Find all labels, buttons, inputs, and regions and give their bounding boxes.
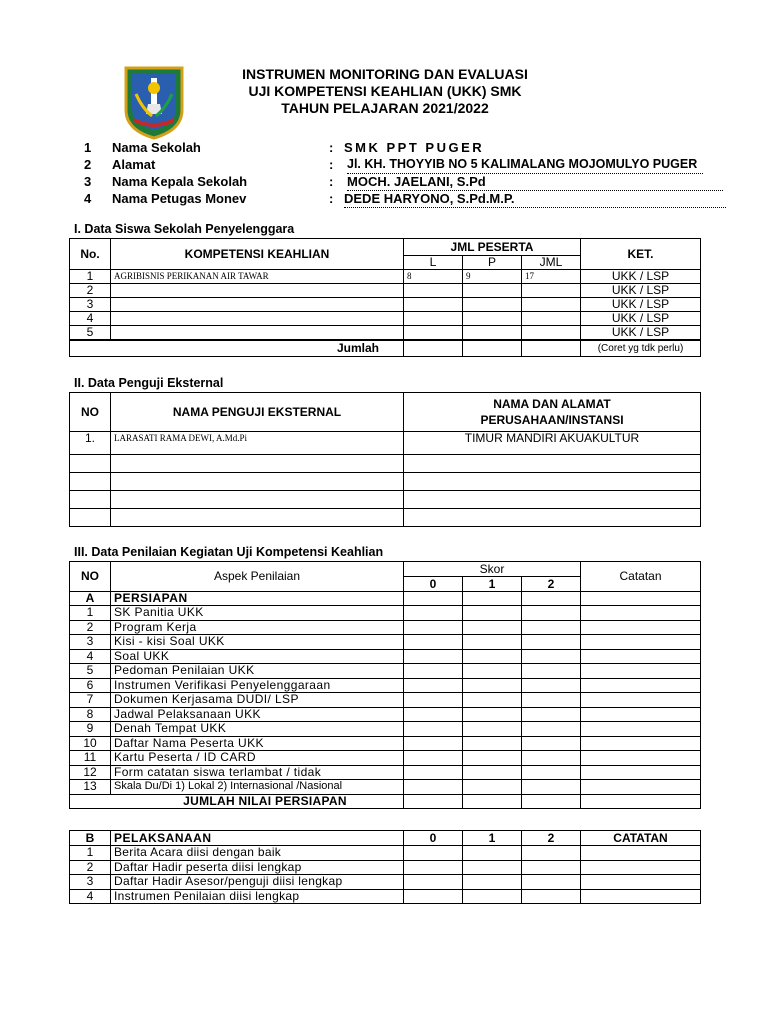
row-alamat	[404, 455, 701, 473]
doc-title-line2: UJI KOMPETENSI KEAHLIAN (UKK) SMK	[248, 83, 522, 99]
row-no	[70, 509, 111, 527]
row-no: 12	[70, 765, 111, 780]
table-row	[70, 649, 701, 664]
identity-label: Nama Sekolah	[112, 140, 201, 155]
group-title: PELAKSANAAN	[111, 831, 404, 846]
jumlah-label: Jumlah	[70, 340, 404, 356]
row-ket: UKK / LSP	[581, 284, 701, 298]
table-row	[70, 780, 701, 795]
row-aspek: Dokumen Kerjasama DUDI/ LSP	[111, 693, 404, 708]
identity-colon: :	[329, 157, 334, 172]
col-header-skor: Skor	[404, 562, 581, 577]
row-aspek: Kisi - kisi Soal UKK	[111, 635, 404, 650]
total-row	[70, 340, 701, 356]
row-jml: 17	[522, 270, 581, 284]
total-row	[70, 794, 701, 808]
row-no	[70, 491, 111, 509]
row-no: 4	[70, 312, 111, 326]
row-no: 5	[70, 664, 111, 679]
row-l	[404, 298, 463, 312]
identity-value-officer: DEDE HARYONO, S.Pd.M.P.	[344, 190, 726, 208]
group-letter: B	[70, 831, 111, 846]
table-row	[70, 284, 701, 298]
assessment-execution-table	[69, 830, 701, 904]
table-row	[70, 635, 701, 650]
external-examiner-table	[69, 392, 701, 527]
col-header-p: P	[463, 256, 522, 270]
col-header-0: 0	[404, 577, 463, 592]
col-header-no: No.	[70, 239, 111, 270]
table-row	[70, 298, 701, 312]
row-kompetensi	[111, 298, 404, 312]
row-nama-penguji	[111, 491, 404, 509]
section2-title: II. Data Penguji Eksternal	[74, 376, 224, 390]
group-letter: A	[70, 592, 111, 606]
coret-note: (Coret yg tdk perlu)	[581, 340, 701, 356]
row-p	[463, 284, 522, 298]
row-jml	[522, 326, 581, 341]
row-no: 6	[70, 678, 111, 693]
row-aspek: Instrumen Verifikasi Penyelenggaraan	[111, 678, 404, 693]
row-ket: UKK / LSP	[581, 312, 701, 326]
row-kompetensi	[111, 312, 404, 326]
row-alamat	[404, 491, 701, 509]
row-no	[70, 473, 111, 491]
identity-value-address: Jl. KH. THOYYIB NO 5 KALIMALANG MOJOMULYO PUGER	[347, 156, 703, 174]
row-p	[463, 298, 522, 312]
table-row	[70, 860, 701, 875]
row-ket: UKK / LSP	[581, 326, 701, 341]
row-no: 5	[70, 326, 111, 341]
row-no: 1	[70, 606, 111, 621]
col-header-2: 2	[522, 577, 581, 592]
table-row	[70, 455, 701, 473]
col-header-0: 0	[404, 831, 463, 846]
row-aspek: Daftar Hadir Asesor/penguji diisi lengkap	[111, 875, 404, 890]
row-no: 1.	[70, 432, 111, 455]
col-header-kompetensi: KOMPETENSI KEAHLIAN	[111, 239, 404, 270]
row-aspek: Daftar Nama Peserta UKK	[111, 736, 404, 751]
identity-num: 2	[84, 157, 92, 172]
table-row	[70, 473, 701, 491]
col-header-1: 1	[463, 831, 522, 846]
row-alamat	[404, 473, 701, 491]
identity-value-principal: MOCH. JAELANI, S.Pd	[347, 173, 723, 191]
col-header-no: NO	[70, 562, 111, 592]
row-no: 2	[70, 860, 111, 875]
row-aspek: Daftar Hadir peserta diisi lengkap	[111, 860, 404, 875]
row-aspek: Form catatan siswa terlambat / tidak	[111, 765, 404, 780]
assessment-preparation-table	[69, 561, 701, 809]
col-header-nama-alamat-line1: NAMA DAN ALAMAT	[493, 397, 611, 411]
row-no: 3	[70, 635, 111, 650]
row-jml	[522, 298, 581, 312]
row-aspek: Instrumen Penilaian diisi lengkap	[111, 889, 404, 904]
table-row	[70, 620, 701, 635]
row-aspek: Jadwal Pelaksanaan UKK	[111, 707, 404, 722]
col-header-nama-alamat-line2: PERUSAHAAN/INSTANSI	[480, 413, 624, 427]
col-header-nama-penguji: NAMA PENGUJI EKSTERNAL	[111, 393, 404, 432]
row-no: 9	[70, 722, 111, 737]
row-alamat: TIMUR MANDIRI AKUAKULTUR	[404, 432, 701, 455]
identity-value-school: SMK PPT PUGER	[344, 140, 485, 155]
row-no: 1	[70, 270, 111, 284]
identity-label: Nama Kepala Sekolah	[112, 174, 248, 189]
province-emblem-logo	[122, 64, 186, 140]
table-row	[70, 875, 701, 890]
col-header-nama-alamat	[404, 393, 701, 432]
col-header-ket: KET.	[581, 239, 701, 270]
table-row	[70, 326, 701, 341]
table-row	[70, 664, 701, 679]
group-title: PERSIAPAN	[111, 592, 404, 606]
identity-num: 4	[84, 191, 92, 206]
col-header-jml: JML	[522, 256, 581, 270]
row-ket: UKK / LSP	[581, 298, 701, 312]
row-jml	[522, 312, 581, 326]
identity-num: 1	[84, 140, 92, 155]
row-aspek: Kartu Peserta / ID CARD	[111, 751, 404, 766]
row-no: 13	[70, 780, 111, 795]
doc-title-line3: TAHUN PELAJARAN 2021/2022	[281, 100, 489, 116]
row-kompetensi: AGRIBISNIS PERIKANAN AIR TAWAR	[111, 270, 404, 284]
row-aspek: Program Kerja	[111, 620, 404, 635]
row-aspek: Skala Du/Di 1) Lokal 2) Internasional /Nasional	[111, 780, 404, 795]
identity-colon: :	[329, 140, 334, 155]
table-row	[70, 846, 701, 861]
table-row	[70, 707, 701, 722]
col-header-l: L	[404, 256, 463, 270]
row-kompetensi	[111, 326, 404, 341]
row-jml	[522, 284, 581, 298]
row-nama-penguji: LARASATI RAMA DEWI, A.Md.Pi	[111, 432, 404, 455]
row-no: 4	[70, 649, 111, 664]
table-row	[70, 693, 701, 708]
table-row	[70, 509, 701, 527]
col-header-jml-peserta: JML PESERTA	[404, 239, 581, 256]
row-nama-penguji	[111, 509, 404, 527]
row-no: 3	[70, 875, 111, 890]
row-l	[404, 312, 463, 326]
section3-title: III. Data Penilaian Kegiatan Uji Kompetensi Keahlian	[74, 545, 384, 559]
table-row	[70, 889, 701, 904]
row-no	[70, 455, 111, 473]
identity-label: Alamat	[112, 157, 156, 172]
row-no: 3	[70, 298, 111, 312]
identity-label: Nama Petugas Monev	[112, 191, 247, 206]
col-header-catatan: CATATAN	[581, 831, 701, 846]
table-row	[70, 765, 701, 780]
table-row	[70, 722, 701, 737]
row-aspek: Pedoman Penilaian UKK	[111, 664, 404, 679]
col-header-2: 2	[522, 831, 581, 846]
col-header-catatan: Catatan	[581, 562, 701, 592]
row-no: 8	[70, 707, 111, 722]
table-row	[70, 606, 701, 621]
identity-colon: :	[329, 174, 334, 189]
col-header-no: NO	[70, 393, 111, 432]
table-row	[70, 678, 701, 693]
identity-num: 3	[84, 174, 92, 189]
row-l: 8	[404, 270, 463, 284]
row-no: 11	[70, 751, 111, 766]
student-data-table	[69, 238, 701, 357]
row-no: 2	[70, 284, 111, 298]
row-aspek: Denah Tempat UKK	[111, 722, 404, 737]
row-no: 2	[70, 620, 111, 635]
row-aspek: Berita Acara diisi dengan baik	[111, 846, 404, 861]
row-no: 7	[70, 693, 111, 708]
row-l	[404, 326, 463, 341]
table-row	[70, 491, 701, 509]
row-nama-penguji	[111, 455, 404, 473]
row-alamat	[404, 509, 701, 527]
row-kompetensi	[111, 284, 404, 298]
doc-title-line1: INSTRUMEN MONITORING DAN EVALUASI	[242, 66, 528, 82]
col-header-aspek: Aspek Penilaian	[111, 562, 404, 592]
row-no: 4	[70, 889, 111, 904]
table-row	[70, 270, 701, 284]
table-row	[70, 432, 701, 455]
row-l	[404, 284, 463, 298]
row-aspek: SK Panitia UKK	[111, 606, 404, 621]
row-p	[463, 312, 522, 326]
row-ket: UKK / LSP	[581, 270, 701, 284]
section1-title: I. Data Siswa Sekolah Penyelenggara	[74, 222, 295, 236]
row-p: 9	[463, 270, 522, 284]
total-persiapan-label: JUMLAH NILAI PERSIAPAN	[70, 794, 404, 808]
table-row	[70, 312, 701, 326]
row-nama-penguji	[111, 473, 404, 491]
table-row	[70, 736, 701, 751]
col-header-1: 1	[463, 577, 522, 592]
group-row-persiapan	[70, 592, 701, 606]
row-no: 10	[70, 736, 111, 751]
row-p	[463, 326, 522, 341]
row-no: 1	[70, 846, 111, 861]
table-row	[70, 751, 701, 766]
identity-colon: :	[329, 191, 334, 206]
row-aspek: Soal UKK	[111, 649, 404, 664]
